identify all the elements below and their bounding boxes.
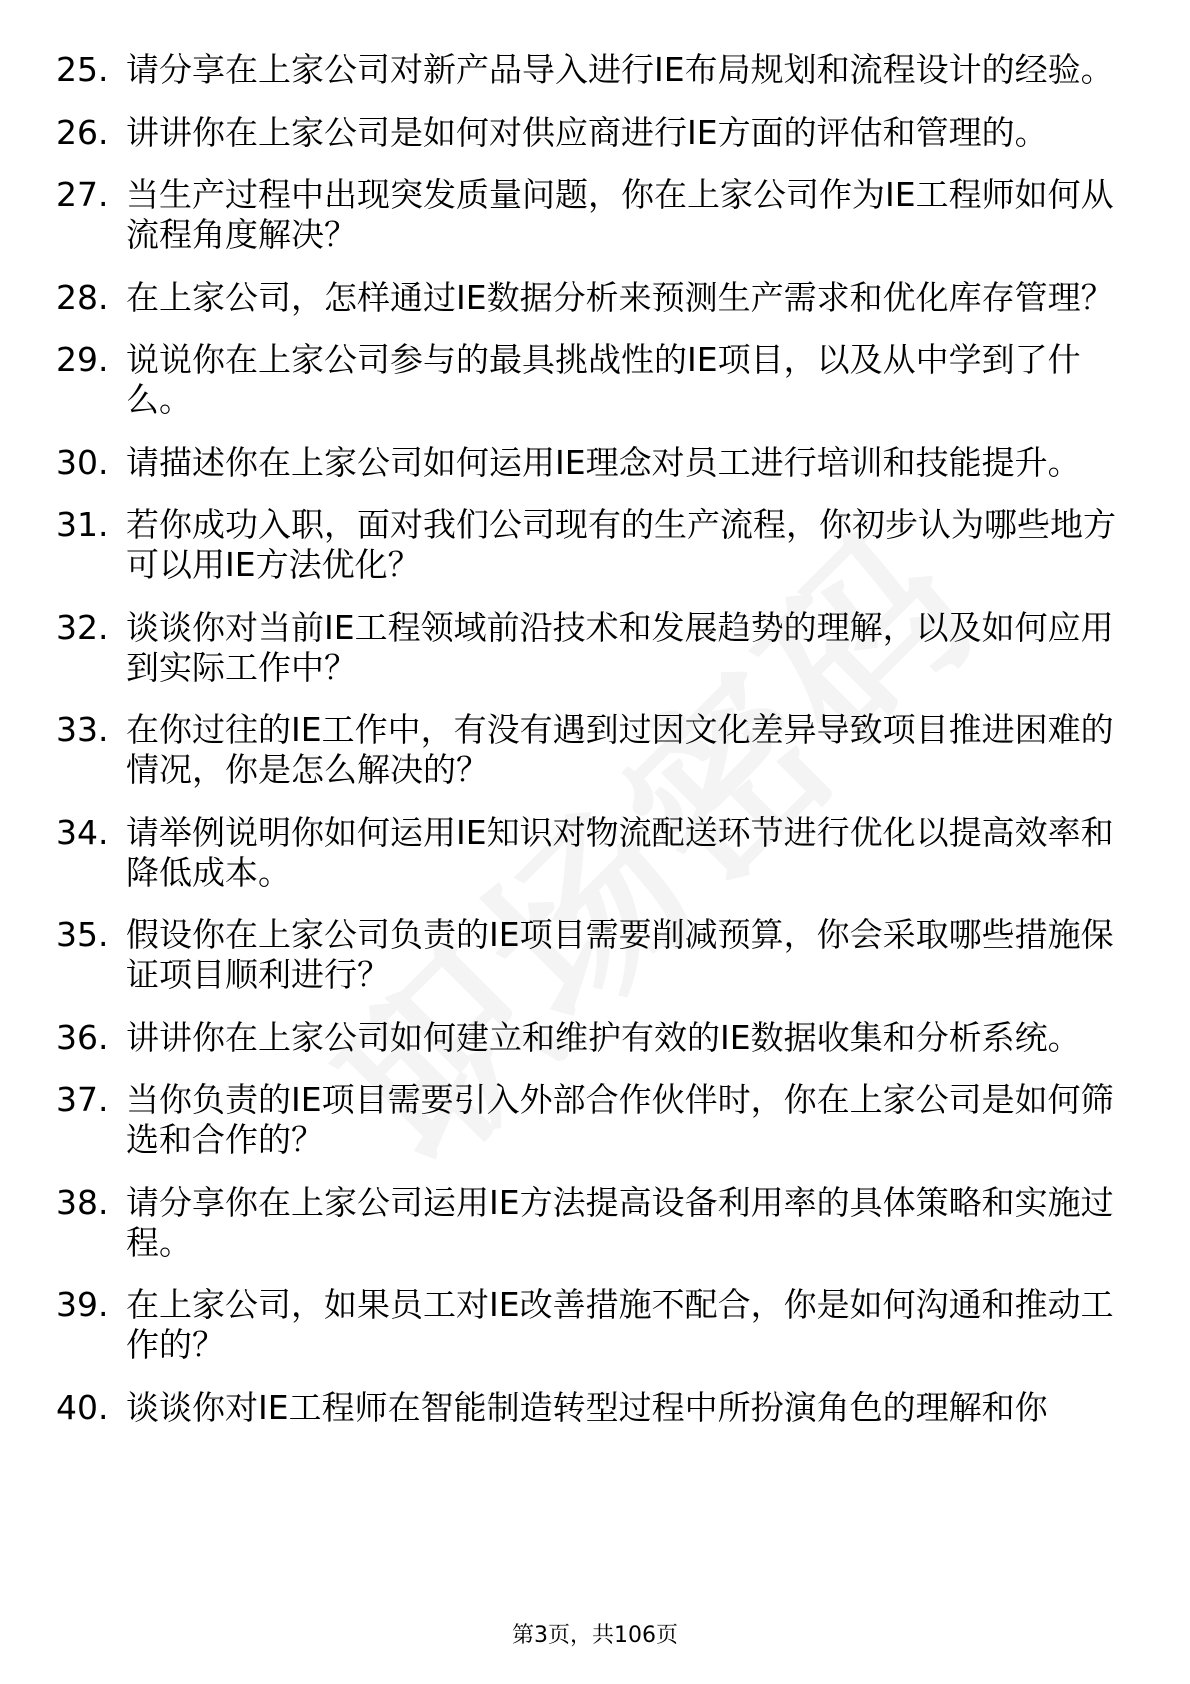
question-item bbox=[0, 278, 1190, 318]
question-number: 28. bbox=[56, 277, 109, 317]
question-text: 讲讲你在上家公司是如何对供应商进行IE方面的评估和管理的。 bbox=[126, 112, 1048, 152]
question-text: 谈谈你对当前IE工程领域前沿技术和发展趋势的理解，以及如何应用到实际工作中？ bbox=[126, 607, 1114, 687]
question-item bbox=[0, 608, 1190, 688]
question-text: 当生产过程中出现突发质量问题，你在上家公司作为IE工程师如何从流程角度解决？ bbox=[126, 175, 1114, 254]
question-item bbox=[0, 710, 1190, 790]
question-number: 40. bbox=[56, 1387, 109, 1427]
question-item bbox=[0, 175, 1190, 255]
question-number: 32. bbox=[56, 607, 109, 647]
question-item bbox=[0, 113, 1190, 153]
question-number: 29. bbox=[56, 340, 109, 379]
question-item bbox=[0, 1080, 1190, 1160]
question-text: 若你成功入职，面对我们公司现有的生产流程，你初步认为哪些地方可以用IE方法优化？ bbox=[126, 505, 1116, 584]
question-item bbox=[0, 1388, 1190, 1428]
question-item bbox=[0, 915, 1190, 995]
question-item bbox=[0, 813, 1190, 893]
question-text: 在上家公司，怎样通过IE数据分析来预测生产需求和优化库存管理？ bbox=[126, 277, 1114, 317]
question-item bbox=[0, 1183, 1190, 1263]
question-item bbox=[0, 1285, 1190, 1365]
question-text: 请分享你在上家公司运用IE方法提高设备利用率的具体策略和实施过程。 bbox=[126, 1182, 1114, 1262]
question-number: 26. bbox=[56, 112, 109, 152]
question-text: 请描述你在上家公司如何运用IE理念对员工进行培训和技能提升。 bbox=[126, 442, 1081, 482]
question-text: 说说你在上家公司参与的最具挑战性的IE项目，以及从中学到了什么。 bbox=[126, 340, 1081, 419]
question-item bbox=[0, 1018, 1190, 1058]
question-text: 假设你在上家公司负责的IE项目需要削减预算，你会采取哪些措施保证项目顺利进行？ bbox=[126, 915, 1114, 994]
question-item bbox=[0, 340, 1190, 420]
question-number: 31. bbox=[56, 505, 109, 544]
question-text: 谈谈你对IE工程师在智能制造转型过程中所扮演角色的理解和你 bbox=[126, 1387, 1048, 1427]
page-footer bbox=[0, 1621, 1190, 1651]
question-text: 请举例说明你如何运用IE知识对物流配送环节进行优化以提高效率和降低成本。 bbox=[126, 812, 1114, 892]
question-number: 35. bbox=[56, 915, 109, 954]
question-number: 33. bbox=[56, 710, 109, 749]
question-number: 38. bbox=[56, 1182, 109, 1222]
question-item bbox=[0, 443, 1190, 483]
question-number: 27. bbox=[56, 175, 109, 214]
question-text: 讲讲你在上家公司如何建立和维护有效的IE数据收集和分析系统。 bbox=[126, 1017, 1081, 1057]
question-item bbox=[0, 505, 1190, 585]
question-number: 36. bbox=[56, 1017, 109, 1057]
question-number: 34. bbox=[56, 812, 109, 852]
question-text: 当你负责的IE项目需要引入外部合作伙伴时，你在上家公司是如何筛选和合作的？ bbox=[126, 1080, 1114, 1159]
question-text: 请分享在上家公司对新产品导入进行IE布局规划和流程设计的经验。 bbox=[126, 50, 1114, 89]
question-text: 在上家公司，如果员工对IE改善措施不配合，你是如何沟通和推动工作的？ bbox=[126, 1285, 1114, 1364]
question-number: 39. bbox=[56, 1285, 109, 1324]
question-list bbox=[0, 50, 1190, 1450]
question-number: 25. bbox=[56, 50, 109, 89]
question-number: 37. bbox=[56, 1080, 109, 1119]
question-text: 在你过往的IE工作中，有没有遇到过因文化差异导致项目推进困难的情况，你是怎么解决的？ bbox=[126, 710, 1114, 789]
page-number-label: 第3页，共106页 bbox=[512, 1623, 678, 1648]
question-item bbox=[0, 50, 1190, 90]
question-number: 30. bbox=[56, 442, 109, 482]
